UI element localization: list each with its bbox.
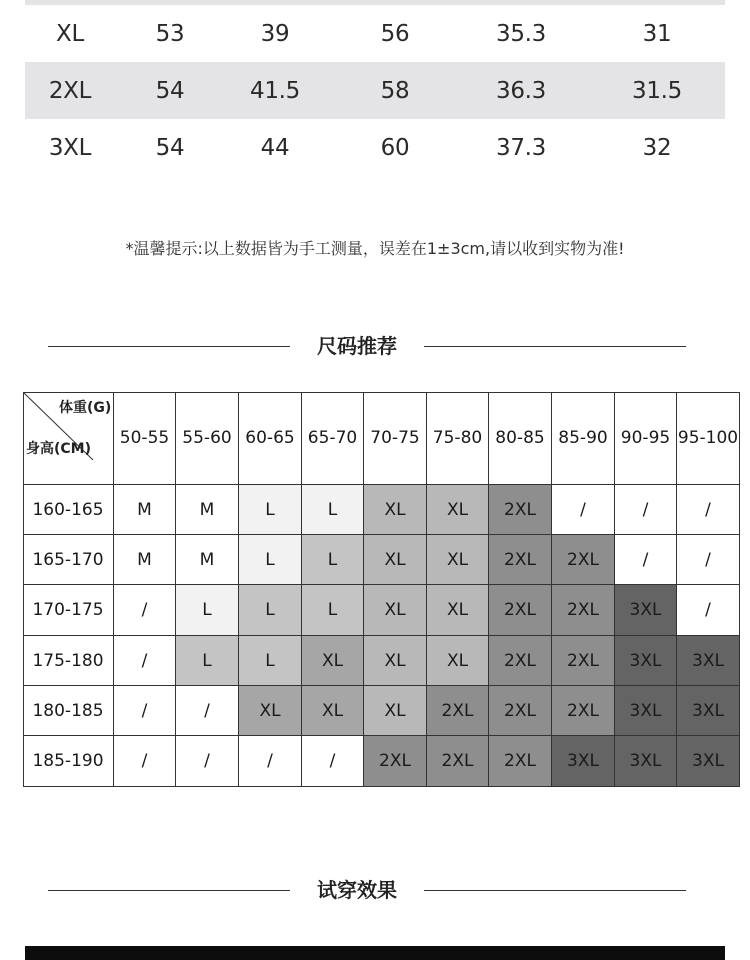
size-recommendation-cell: 2XL [489,686,552,736]
size-recommendation-cell: 2XL [427,686,489,736]
size-recommendation-cell: M [176,485,239,535]
size-recommendation-cell: 2XL [364,736,427,787]
weight-range-header: 75-80 [427,392,489,485]
size-recommendation-cell: 3XL [615,636,677,686]
size-recommendation-cell: M [176,535,239,585]
size-recommendation-cell: 2XL [489,485,552,535]
size-label: 2XL [48,77,92,104]
weight-range-header: 90-95 [615,392,677,485]
measurement-value: 60 [380,134,410,161]
divider-line-right [424,890,686,891]
size-recommendation-cell: / [677,585,740,636]
size-recommendation-cell: XL [364,585,427,636]
measurement-value: 37.3 [495,134,546,161]
measurement-value: 32 [642,134,672,161]
size-recommendation-cell: L [302,585,364,636]
size-recommendation-cell: 2XL [489,736,552,787]
size-recommendation-cell: / [114,686,176,736]
height-range-label: 180-185 [23,686,114,736]
size-row [25,119,725,176]
size-recommendation-cell: 2XL [427,736,489,787]
grid-corner-cell [23,392,114,485]
size-recommendation-cell: XL [364,686,427,736]
size-recommendation-cell: 2XL [552,535,615,585]
measurement-value: 53 [155,20,185,47]
measurement-value: 54 [155,134,185,161]
size-recommendation-cell: XL [364,485,427,535]
size-recommendation-cell: / [677,485,740,535]
size-recommendation-cell: L [302,535,364,585]
size-recommendation-cell: / [114,736,176,787]
size-row [25,62,725,119]
size-label: 3XL [48,134,92,161]
measurement-value: 41.5 [249,77,300,104]
size-recommendation-cell: 3XL [615,736,677,787]
size-row [25,5,725,62]
divider-line-left [48,346,290,347]
measurement-value: 39 [260,20,290,47]
size-recommendation-cell: / [677,535,740,585]
size-recommendation-cell: 3XL [615,686,677,736]
size-recommendation-cell: XL [302,636,364,686]
height-range-label: 185-190 [23,736,114,787]
size-recommendation-cell: L [176,636,239,686]
size-recommendation-cell: XL [364,636,427,686]
weight-range-header: 55-60 [176,392,239,485]
divider-line-left [48,890,290,891]
measurement-value: 54 [155,77,185,104]
weight-range-header: 60-65 [239,392,302,485]
size-recommendation-cell: L [239,485,302,535]
measurement-value: 31.5 [631,77,682,104]
size-recommendation-cell: XL [427,485,489,535]
size-recommendation-cell: L [239,535,302,585]
height-range-label: 165-170 [23,535,114,585]
size-recommendation-cell: 3XL [552,736,615,787]
size-recommendation-cell: / [114,585,176,636]
size-recommendation-cell: / [176,736,239,787]
size-recommendation-cell: 3XL [677,686,740,736]
size-recommendation-cell: XL [239,686,302,736]
size-recommendation-cell: M [114,485,176,535]
size-recommendation-cell: 2XL [552,686,615,736]
size-recommendation-cell: L [239,585,302,636]
size-label: XL [56,20,84,47]
size-recommendation-cell: L [176,585,239,636]
measurement-value: 58 [380,77,410,104]
measurement-value: 44 [260,134,290,161]
weight-range-header: 70-75 [364,392,427,485]
size-recommendation-cell: 2XL [489,535,552,585]
section-header-tryon [0,875,750,905]
size-recommendation-cell: XL [427,535,489,585]
size-recommendation-cell: L [239,636,302,686]
size-recommendation-cell: XL [302,686,364,736]
weight-range-header: 65-70 [302,392,364,485]
section-title-recommend: 尺码推荐 [317,334,397,358]
size-recommendation-cell: / [114,636,176,686]
section-title-tryon: 试穿效果 [317,878,397,902]
height-range-label: 175-180 [23,636,114,686]
weight-axis-label: 体重(G) [59,400,112,416]
size-recommendation-cell: / [552,485,615,535]
size-recommendation-cell: 2XL [552,636,615,686]
size-recommendation-cell: XL [427,636,489,686]
weight-range-header: 80-85 [489,392,552,485]
size-recommendation-cell: / [615,485,677,535]
size-recommendation-cell: / [302,736,364,787]
weight-range-header: 85-90 [552,392,615,485]
height-range-label: 170-175 [23,585,114,636]
size-recommendation-cell: 3XL [615,585,677,636]
size-recommendation-grid [23,392,740,787]
height-axis-label: 身高(CM) [26,441,92,457]
size-recommendation-cell: M [114,535,176,585]
size-recommendation-cell: 3XL [677,636,740,686]
measurement-value: 56 [380,20,410,47]
size-recommendation-cell: 2XL [489,585,552,636]
weight-range-header: 95-100 [677,392,740,485]
size-recommendation-cell: 3XL [677,736,740,787]
size-recommendation-cell: 2XL [489,636,552,686]
size-rows [25,5,725,176]
weight-range-header: 50-55 [114,392,176,485]
measurement-value: 36.3 [495,77,546,104]
divider-line-right [424,346,686,347]
size-recommendation-cell: / [176,686,239,736]
size-recommendation-cell: 2XL [552,585,615,636]
size-recommendation-cell: XL [427,585,489,636]
height-range-label: 160-165 [23,485,114,535]
measurement-value: 35.3 [495,20,546,47]
section-header-recommend [0,331,750,361]
measurement-value: 31 [642,20,672,47]
size-measurement-table [25,0,725,176]
size-recommendation-cell: L [302,485,364,535]
size-recommendation-cell: / [615,535,677,585]
photo-top-edge [25,946,725,960]
size-recommendation-cell: / [239,736,302,787]
size-recommendation-cell: XL [364,535,427,585]
measurement-note: *温馨提示:以上数据皆为手工测量，误差在1±3cm,请以收到实物为准! [125,239,625,258]
